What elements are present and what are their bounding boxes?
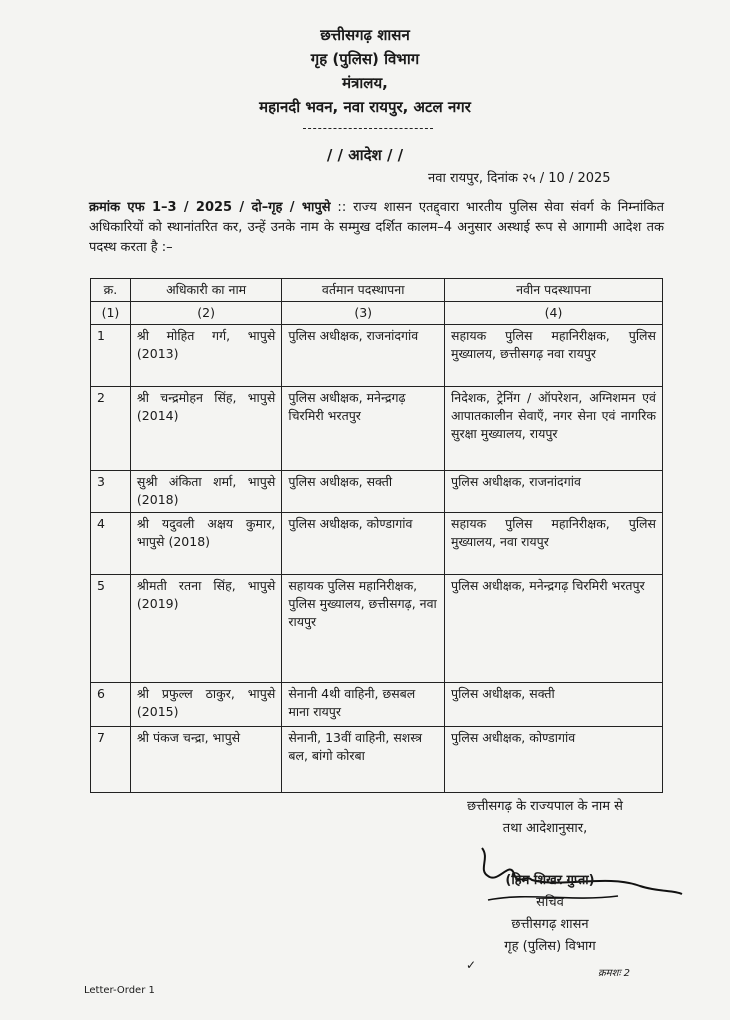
place-date: नवा रायपुर, दिनांक २५ / 10 / 2025 bbox=[428, 171, 611, 186]
ministry-title: मंत्रालय, bbox=[342, 74, 388, 92]
signatory-org-2: गृह (पुलिस) विभाग bbox=[504, 939, 596, 954]
cell-officer-name: श्री पंकज चन्द्रा, भापुसे bbox=[130, 727, 281, 793]
ink-mark-icon: ✓ bbox=[466, 958, 477, 972]
cell-new-posting: पुलिस अधीक्षक, राजनांदगांव bbox=[445, 471, 663, 513]
table-row bbox=[91, 387, 663, 471]
cell-sno: 1 bbox=[91, 325, 131, 387]
cell-current-posting: सेनानी, 13वीं वाहिनी, सशस्त्र बल, बांगो कोरबा bbox=[282, 727, 445, 793]
cell-new-posting: पुलिस अधीक्षक, मनेन्द्रगढ़ चिरमिरी भरतपुर bbox=[445, 575, 663, 683]
order-intro bbox=[89, 198, 664, 258]
signatory-designation: सचिव bbox=[536, 895, 564, 910]
cell-officer-name: श्री यदुवली अक्षय कुमार, भापुसे (2018) bbox=[130, 513, 281, 575]
table-row bbox=[91, 471, 663, 513]
table-row bbox=[91, 575, 663, 683]
table-colnum-row bbox=[91, 302, 663, 325]
cell-officer-name: सुश्री अंकिता शर्मा, भापुसे (2018) bbox=[130, 471, 281, 513]
closing-line-2: तथा आदेशानुसार, bbox=[502, 821, 588, 836]
table-row bbox=[91, 727, 663, 793]
cell-current-posting: पुलिस अधीक्षक, राजनांदगांव bbox=[282, 325, 445, 387]
cell-sno: 5 bbox=[91, 575, 131, 683]
cell-new-posting: पुलिस अधीक्षक, कोण्डागांव bbox=[445, 727, 663, 793]
signatory-org-1: छत्तीसगढ़ शासन bbox=[511, 917, 589, 932]
cell-sno: 6 bbox=[91, 683, 131, 727]
transfer-table bbox=[90, 278, 663, 793]
cell-officer-name: श्री प्रफुल्ल ठाकुर, भापुसे (2015) bbox=[130, 683, 281, 727]
continued-marker: क्रमशः 2 bbox=[598, 968, 631, 979]
cell-current-posting: पुलिस अधीक्षक, सक्ती bbox=[282, 471, 445, 513]
colnum-1: (1) bbox=[91, 302, 131, 325]
header-divider bbox=[303, 128, 433, 129]
order-intro-text: :: राज्य शासन एतद्द्वारा भारतीय पुलिस सेवा संवर्ग के निम्नांकित अधिकारियों को स्थानांतरित कर, उन्हें उनके नाम के सम्मुख दर्शित कालम–4 अनुसार अस्थाई रूप से आगामी आदेश तक पदस्थ करता है :– bbox=[89, 200, 665, 255]
colnum-4: (4) bbox=[445, 302, 663, 325]
closing-line-1: छत्तीसगढ़ के राज्यपाल के नाम से bbox=[467, 799, 623, 814]
cell-sno: 2 bbox=[91, 387, 131, 471]
colnum-2: (2) bbox=[130, 302, 281, 325]
col-header-name: अधिकारी का नाम bbox=[130, 279, 281, 302]
cell-new-posting: निदेशक, ट्रेनिंग / ऑपरेशन, अग्निशमन एवं आपातकालीन सेवाएँ, नगर सेना एवं नागरिक सुरक्षा मुख्यालय, रायपुर bbox=[445, 387, 663, 471]
govt-title: छत्तीसगढ़ शासन bbox=[320, 26, 410, 44]
order-title: / / आदेश / / bbox=[326, 146, 404, 164]
table-row bbox=[91, 513, 663, 575]
cell-officer-name: श्रीमती रतना सिंह, भापुसे (2019) bbox=[130, 575, 281, 683]
table-row bbox=[91, 325, 663, 387]
cell-sno: 3 bbox=[91, 471, 131, 513]
col-header-sno: क्र. bbox=[91, 279, 131, 302]
cell-new-posting: सहायक पुलिस महानिरीक्षक, पुलिस मुख्यालय, नवा रायपुर bbox=[445, 513, 663, 575]
col-header-current: वर्तमान पदस्थापना bbox=[282, 279, 445, 302]
cell-current-posting: पुलिस अधीक्षक, कोण्डागांव bbox=[282, 513, 445, 575]
address-line: महानदी भवन, नवा रायपुर, अटल नगर bbox=[259, 98, 471, 116]
col-header-new: नवीन पदस्थापना bbox=[445, 279, 663, 302]
department-title: गृह (पुलिस) विभाग bbox=[310, 50, 420, 68]
table-header-row bbox=[91, 279, 663, 302]
signatory-name: (हिम शिखर गुप्ता) bbox=[505, 873, 595, 888]
footer-label: Letter-Order 1 bbox=[84, 985, 155, 996]
cell-new-posting: सहायक पुलिस महानिरीक्षक, पुलिस मुख्यालय, छत्तीसगढ़ नवा रायपुर bbox=[445, 325, 663, 387]
cell-sno: 7 bbox=[91, 727, 131, 793]
cell-officer-name: श्री मोहित गर्ग, भापुसे (2013) bbox=[130, 325, 281, 387]
cell-officer-name: श्री चन्द्रमोहन सिंह, भापुसे (2014) bbox=[130, 387, 281, 471]
order-reference: क्रमांक एफ 1–3 / 2025 / दो–गृह / भापुसे bbox=[89, 200, 331, 215]
table-row bbox=[91, 683, 663, 727]
cell-current-posting: सहायक पुलिस महानिरीक्षक, पुलिस मुख्यालय, छत्तीसगढ़, नवा रायपुर bbox=[282, 575, 445, 683]
cell-current-posting: सेनानी 4थी वाहिनी, छसबल माना रायपुर bbox=[282, 683, 445, 727]
colnum-3: (3) bbox=[282, 302, 445, 325]
cell-sno: 4 bbox=[91, 513, 131, 575]
cell-current-posting: पुलिस अधीक्षक, मनेन्द्रगढ़ चिरमिरी भरतपुर bbox=[282, 387, 445, 471]
cell-new-posting: पुलिस अधीक्षक, सक्ती bbox=[445, 683, 663, 727]
